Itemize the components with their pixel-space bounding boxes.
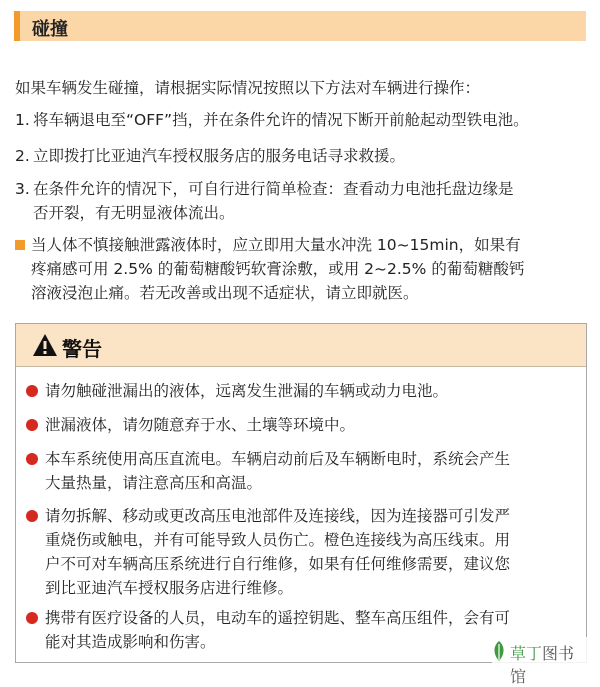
intro-text: 如果车辆发生碰撞，请根据实际情况按照以下方法对车辆进行操作： bbox=[15, 79, 481, 97]
warning-line: 本车系统使用高压直流电。车辆启动前后及车辆断电时，系统会产生 bbox=[45, 450, 511, 468]
warning-line: 泄漏液体，请勿随意弃于水、土壤等环境中。 bbox=[45, 416, 356, 434]
warning-line: 到比亚迪汽车授权服务店进行维修。 bbox=[45, 579, 294, 597]
watermark-part1: 草丁 bbox=[510, 644, 543, 663]
warning-line: 能对其造成影响和伤害。 bbox=[45, 633, 216, 651]
bullet-dot-icon bbox=[26, 453, 38, 465]
warning-triangle-icon bbox=[32, 333, 58, 357]
warning-title: 警告 bbox=[62, 337, 102, 361]
warning-item bbox=[26, 379, 578, 403]
step-number: 2. bbox=[15, 147, 30, 165]
watermark-part2: 图书馆 bbox=[510, 644, 575, 686]
warning-line: 请勿触碰泄漏出的液体，远离发生泄漏的车辆或动力电池。 bbox=[45, 382, 449, 400]
note-line: 当人体不慎接触泄露液体时，应立即用大量水冲洗 10~15min，如果有 bbox=[31, 236, 521, 254]
note-text bbox=[31, 233, 591, 305]
warning-line: 户不可对车辆高压系统进行自行维修，如果有任何维修需要，建议您 bbox=[45, 555, 511, 573]
warning-line: 请勿拆解、移动或更改高压电池部件及连接线，因为连接器可引发严 bbox=[45, 507, 511, 525]
warning-item bbox=[26, 504, 578, 600]
warning-line: 大量热量，请注意高压和高温。 bbox=[45, 474, 263, 492]
watermark-text bbox=[510, 641, 590, 687]
step-1 bbox=[15, 108, 590, 132]
warning-item bbox=[26, 447, 578, 495]
warning-line: 重烧伤或触电，并有可能导致人员伤亡。橙色连接线为高压线束。用 bbox=[45, 531, 511, 549]
step-text: 立即拨打比亚迪汽车授权服务店的服务电话寻求救援。 bbox=[33, 147, 406, 165]
bullet-dot-icon bbox=[26, 419, 38, 431]
step-text: 将车辆退电至“OFF”挡，并在条件允许的情况下断开前舱起动型铁电池。 bbox=[33, 111, 529, 129]
bullet-dot-icon bbox=[26, 385, 38, 397]
warning-box bbox=[15, 323, 587, 663]
leaf-logo-icon bbox=[492, 640, 506, 662]
watermark bbox=[492, 637, 590, 686]
note-line: 溶液浸泡止痛。若无改善或出现不适症状，请立即就医。 bbox=[31, 284, 419, 302]
step-text: 在条件允许的情况下，可自行进行简单检查：查看动力电池托盘边缘是 bbox=[33, 180, 514, 198]
step-2 bbox=[15, 144, 590, 168]
step-number: 1. bbox=[15, 111, 30, 129]
section-header bbox=[14, 11, 586, 41]
section-title: 碰撞 bbox=[32, 19, 68, 40]
warning-item bbox=[26, 413, 578, 437]
note-line: 疼痛感可用 2.5% 的葡萄糖酸钙软膏涂敷，或用 2~2.5% 的葡萄糖酸钙 bbox=[31, 260, 525, 278]
bullet-dot-icon bbox=[26, 510, 38, 522]
step-3 bbox=[15, 177, 590, 225]
step-number: 3. bbox=[15, 180, 30, 198]
warning-header bbox=[16, 324, 586, 367]
step-text-cont: 否开裂，有无明显液体流出。 bbox=[33, 204, 235, 222]
bullet-dot-icon bbox=[26, 612, 38, 624]
note-marker-icon bbox=[15, 240, 25, 250]
warning-line: 携带有医疗设备的人员，电动车的遥控钥匙、整车高压组件，会有可 bbox=[45, 609, 511, 627]
